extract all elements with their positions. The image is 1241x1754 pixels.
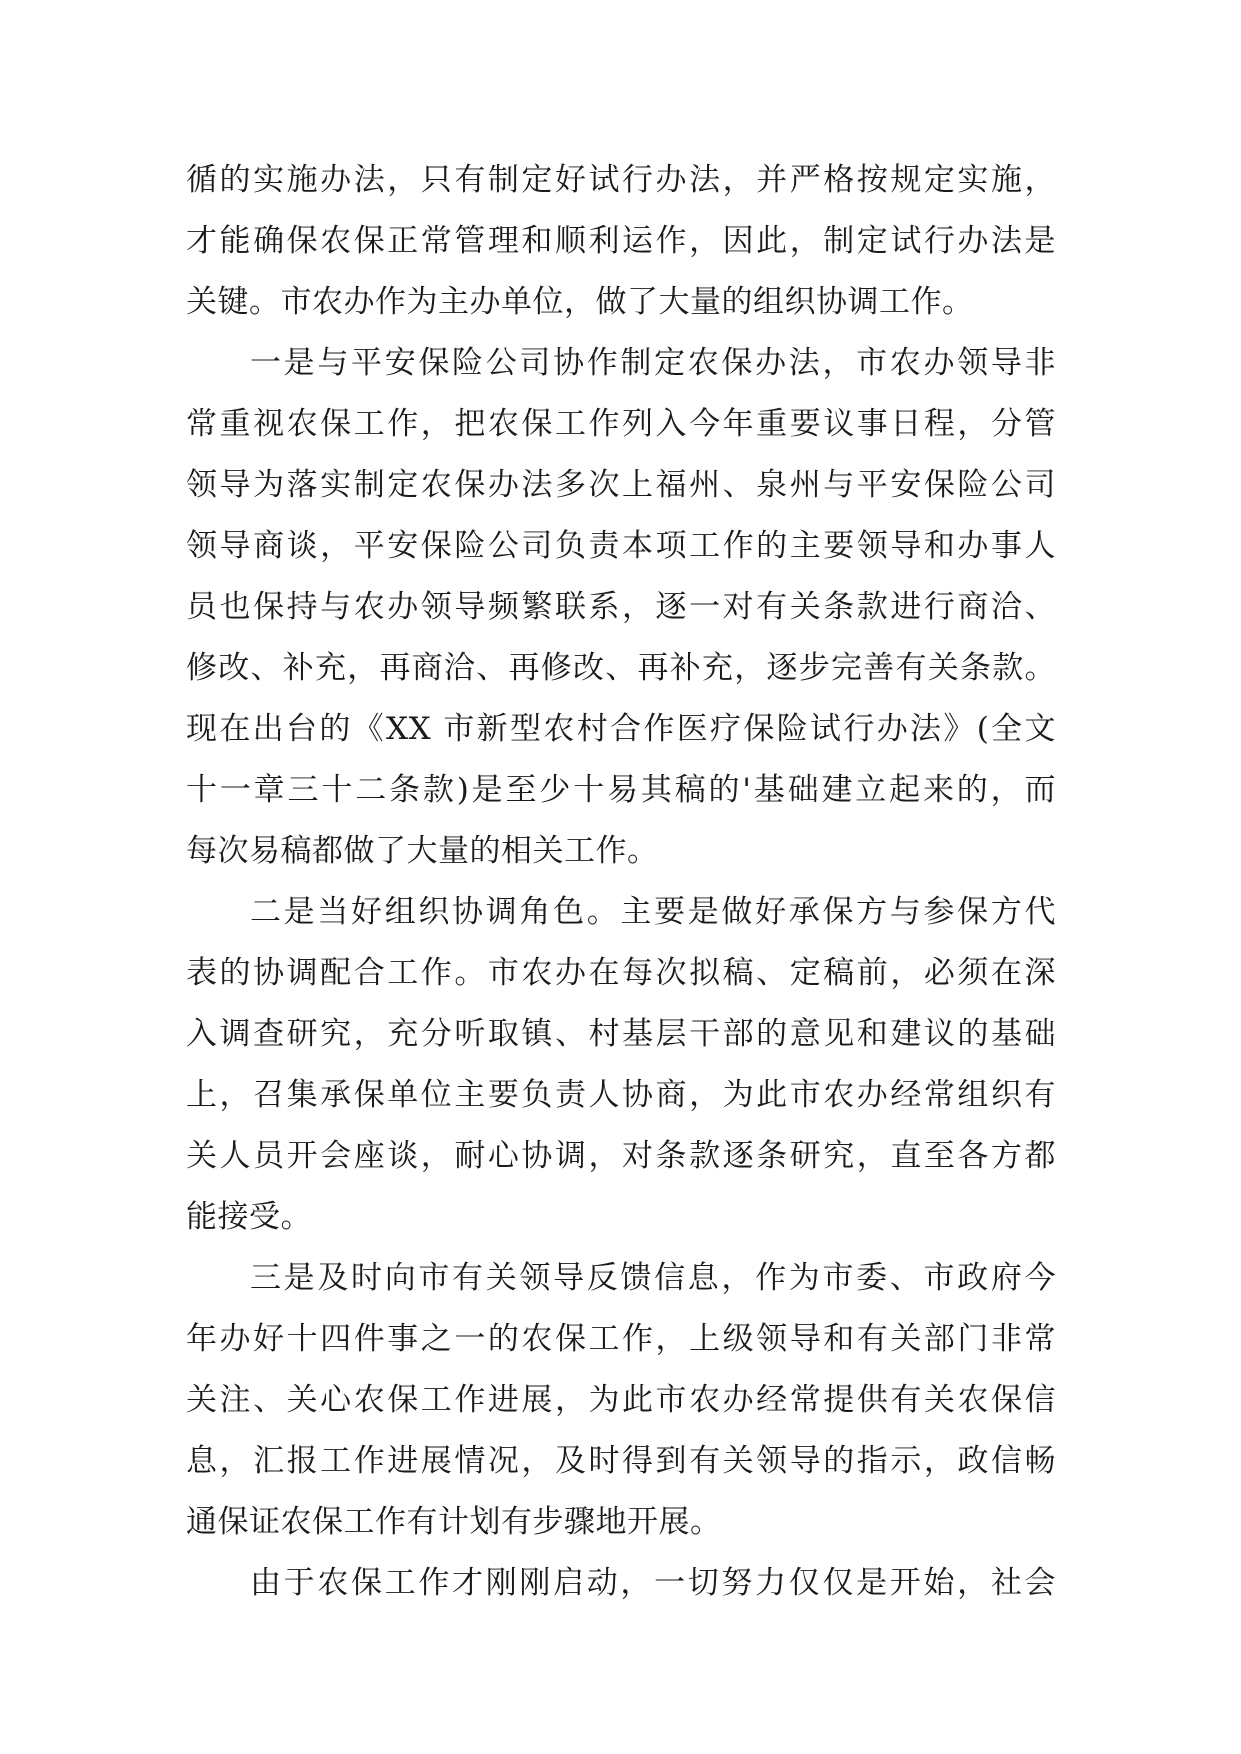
text-line: 十一章三十二条款)是至少十易其稿的'基础建立起来的，而 (186, 772, 1056, 808)
text-line: 上，召集承保单位主要负责人协商，为此市农办经常组织有 (186, 1077, 1056, 1113)
text-line: 关注、关心农保工作进展，为此市农办经常提供有关农保信 (186, 1382, 1056, 1418)
text-line: 才能确保农保正常管理和顺利运作，因此，制定试行办法是 (186, 223, 1056, 259)
text-line: 领导为落实制定农保办法多次上福州、泉州与平安保险公司 (186, 467, 1056, 503)
text-line: 年办好十四件事之一的农保工作，上级领导和有关部门非常 (186, 1321, 1056, 1357)
text-line: 通保证农保工作有计划有步骤地开展。 (186, 1504, 722, 1540)
paragraph-first-line: 三是及时向市有关领导反馈信息，作为市委、市政府今 (250, 1260, 1056, 1296)
text-line: 关键。市农办作为主办单位，做了大量的组织协调工作。 (186, 284, 974, 320)
text-line: 员也保持与农办领导频繁联系，逐一对有关条款进行商洽、 (186, 589, 1056, 625)
text-line: 每次易稿都做了大量的相关工作。 (186, 833, 659, 869)
text-line: 常重视农保工作，把农保工作列入今年重要议事日程，分管 (186, 406, 1056, 442)
paragraph-first-line: 一是与平安保险公司协作制定农保办法，市农办领导非 (250, 345, 1056, 381)
text-line: 循的实施办法，只有制定好试行办法，并严格按规定实施， (186, 162, 1056, 198)
text-line: 息，汇报工作进展情况，及时得到有关领导的指示，政信畅 (186, 1443, 1056, 1479)
text-line: 领导商谈，平安保险公司负责本项工作的主要领导和办事人 (186, 528, 1056, 564)
paragraph-first-line: 二是当好组织协调角色。主要是做好承保方与参保方代 (250, 894, 1056, 930)
paragraph-first-line: 由于农保工作才刚刚启动，一切努力仅仅是开始，社会 (250, 1565, 1056, 1601)
text-line: 能接受。 (186, 1199, 312, 1235)
text-line: 修改、补充，再商洽、再修改、再补充，逐步完善有关条款。 (186, 650, 1056, 686)
text-line: 表的协调配合工作。市农办在每次拟稿、定稿前，必须在深 (186, 955, 1056, 991)
text-line: 关人员开会座谈，耐心协调，对条款逐条研究，直至各方都 (186, 1138, 1056, 1174)
text-line: 入调查研究，充分听取镇、村基层干部的意见和建议的基础 (186, 1016, 1056, 1052)
document-body (186, 150, 1056, 1614)
text-line: 现在出台的《XX 市新型农村合作医疗保险试行办法》(全文 (186, 711, 1056, 747)
